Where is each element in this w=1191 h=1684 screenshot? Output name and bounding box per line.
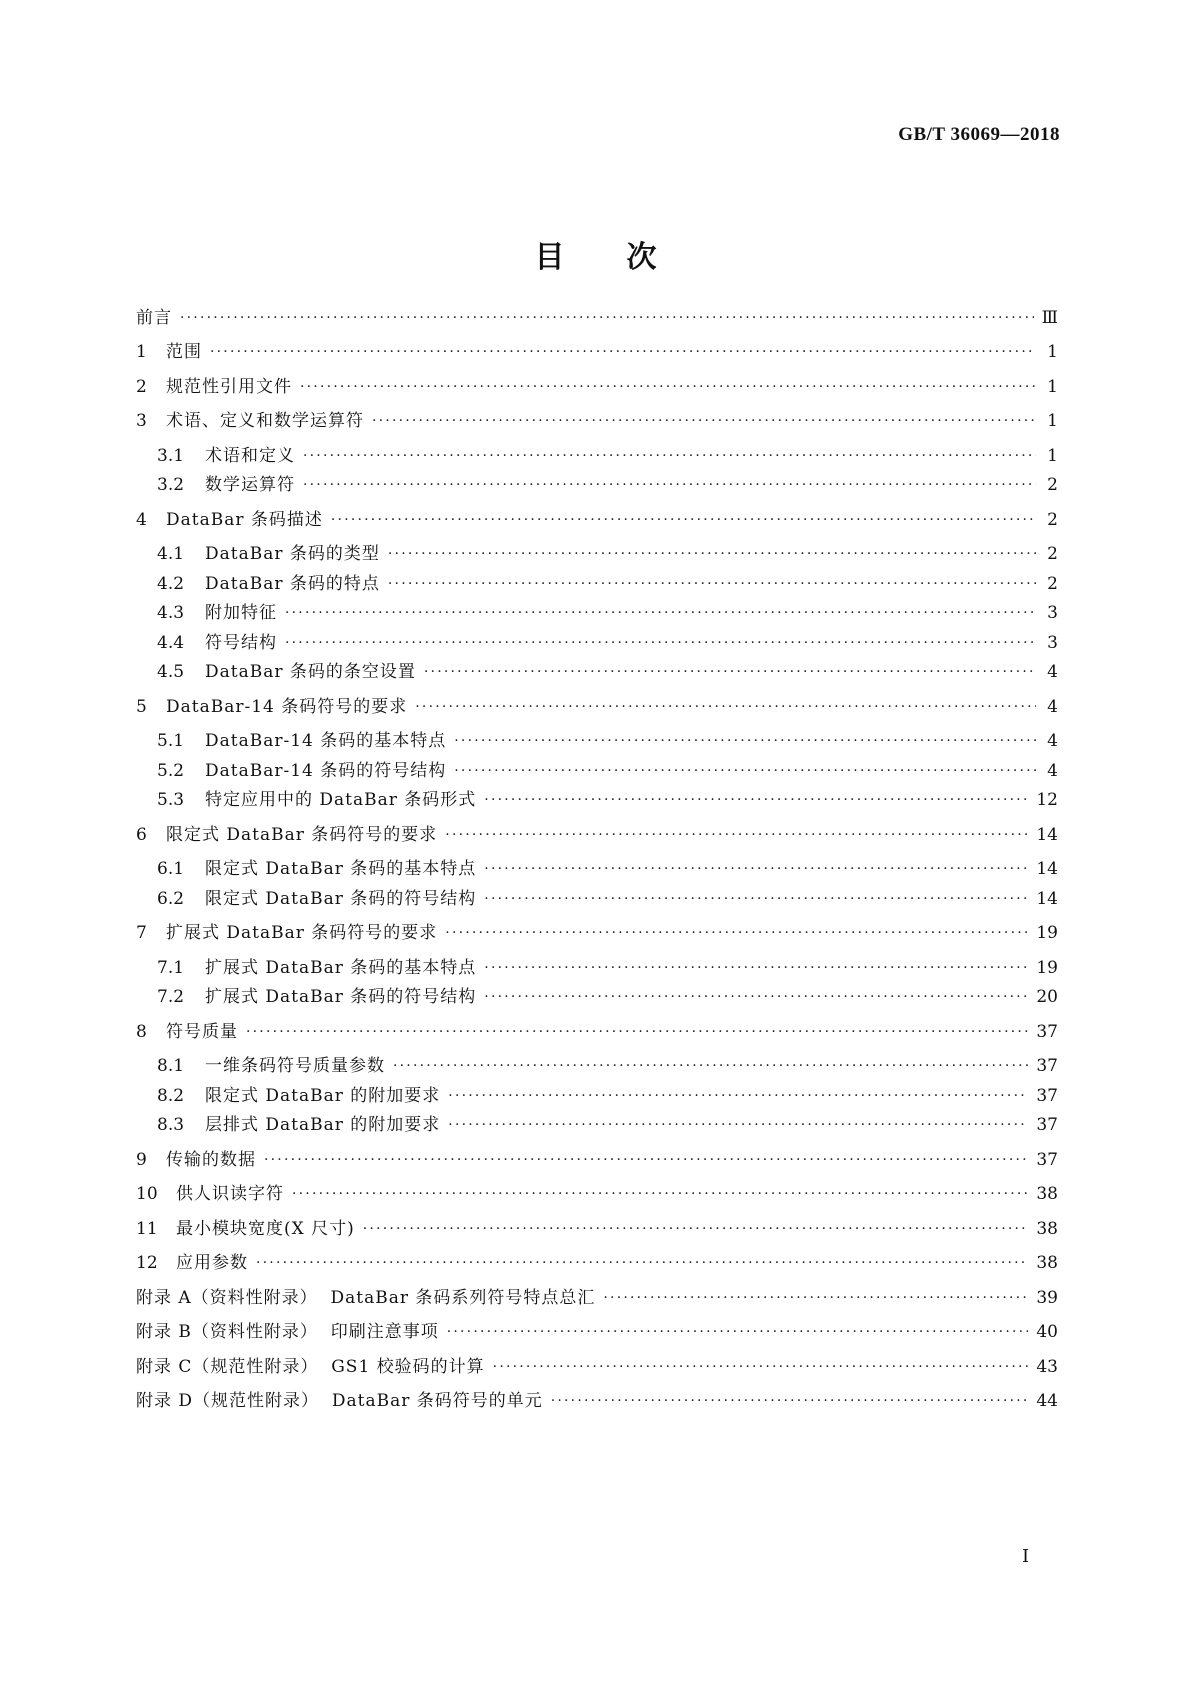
toc-entry-number: 4.2 — [157, 574, 185, 594]
toc-entry[interactable] — [136, 1246, 1058, 1274]
toc-entry-number: 4.4 — [157, 633, 185, 653]
toc-entry-page: 12 — [1036, 790, 1058, 810]
toc-entry-label: 扩展式 DataBar 条码的符号结构 — [205, 987, 477, 1007]
toc-entry-page: 4 — [1047, 662, 1058, 682]
toc-entry[interactable] — [136, 1384, 1058, 1412]
toc-entry-page: 37 — [1036, 1150, 1058, 1170]
page-title: 目次 — [534, 240, 719, 275]
dot-leader — [447, 1321, 1029, 1343]
toc-entry[interactable] — [157, 468, 1058, 496]
toc-entry[interactable] — [157, 567, 1058, 595]
toc-entry[interactable] — [136, 1281, 1058, 1309]
toc-entry-page: 19 — [1036, 958, 1058, 978]
toc-entry-label: DataBar-14 条码符号的要求 — [166, 697, 408, 717]
toc-entry-number: 5.3 — [157, 790, 185, 810]
toc-entry[interactable] — [157, 655, 1058, 683]
dot-leader — [603, 1287, 1028, 1309]
toc-entry-label: DataBar-14 条码的基本特点 — [205, 731, 447, 751]
dot-leader — [445, 824, 1028, 846]
dot-leader — [445, 922, 1028, 944]
toc-entry-number: 4.1 — [157, 544, 185, 564]
toc-entry-number: 6 — [136, 825, 147, 845]
toc-entry[interactable] — [157, 1108, 1058, 1136]
toc-entry-label: 附录 A（资料性附录） DataBar 条码系列符号特点总汇 — [136, 1288, 596, 1308]
toc-entry-page: 3 — [1047, 633, 1058, 653]
toc-entry[interactable] — [157, 724, 1058, 752]
toc-entry[interactable] — [157, 1079, 1058, 1107]
toc-entry-page: 20 — [1036, 987, 1058, 1007]
toc-entry-label: 层排式 DataBar 的附加要求 — [205, 1115, 441, 1135]
toc-entry-label: 范围 — [166, 342, 202, 362]
toc-entry-label: DataBar-14 条码的符号结构 — [205, 761, 447, 781]
toc-entry[interactable] — [157, 783, 1058, 811]
dot-leader — [246, 1021, 1028, 1043]
toc-entry-page: 43 — [1036, 1357, 1058, 1377]
dot-leader — [448, 1085, 1028, 1107]
toc-entry-label: 附录 C（规范性附录） GS1 校验码的计算 — [136, 1357, 485, 1377]
toc-entry-label: 扩展式 DataBar 条码符号的要求 — [166, 923, 438, 943]
dot-leader — [454, 760, 1036, 782]
toc-entry[interactable] — [136, 916, 1058, 944]
toc-entry[interactable] — [136, 503, 1058, 531]
toc-entry-number: 12 — [136, 1253, 158, 1273]
toc-entry[interactable] — [157, 626, 1058, 654]
toc-entry-page: 37 — [1036, 1056, 1058, 1076]
toc-entry-label: DataBar 条码的条空设置 — [205, 662, 416, 682]
toc-entry-number: 4.3 — [157, 603, 185, 623]
toc-entry-number: 3 — [136, 411, 147, 431]
dot-leader — [292, 1183, 1028, 1205]
toc-entry-number: 1 — [136, 342, 147, 362]
toc-entry-number: 2 — [136, 377, 147, 397]
toc-entry-page: 4 — [1047, 761, 1058, 781]
toc-entry[interactable] — [136, 1350, 1058, 1378]
toc-entry-page: 14 — [1036, 889, 1058, 909]
toc-entry[interactable] — [136, 335, 1058, 363]
toc-entry-number: 7.1 — [157, 958, 185, 978]
toc-entry-number: 9 — [136, 1150, 147, 1170]
dot-leader — [493, 1356, 1029, 1378]
toc-entry[interactable] — [136, 1212, 1058, 1240]
dot-leader — [484, 858, 1028, 880]
dot-leader — [484, 888, 1028, 910]
toc-entry-number: 6.2 — [157, 889, 185, 909]
toc-entry-page: 1 — [1047, 342, 1058, 362]
toc-entry-number: 8.1 — [157, 1056, 185, 1076]
toc-entry-number: 8.2 — [157, 1086, 185, 1106]
dot-leader — [484, 986, 1028, 1008]
toc-entry[interactable] — [157, 1049, 1058, 1077]
toc-entry-page: 1 — [1047, 377, 1058, 397]
dot-leader — [393, 1055, 1028, 1077]
toc-entry-label: 限定式 DataBar 的附加要求 — [205, 1086, 441, 1106]
toc-entry-label: 一维条码符号质量参数 — [205, 1056, 385, 1076]
toc-entry-label: 附录 D（规范性附录） DataBar 条码符号的单元 — [136, 1391, 543, 1411]
toc-entry-number: 6.1 — [157, 859, 185, 879]
toc-entry-page: 38 — [1036, 1253, 1058, 1273]
dot-leader — [454, 730, 1036, 752]
dot-leader — [388, 543, 1036, 565]
toc-entry-label: 规范性引用文件 — [166, 377, 292, 397]
toc-entry-label: 附加特征 — [205, 603, 277, 623]
toc-entry-label: 扩展式 DataBar 条码的基本特点 — [205, 958, 477, 978]
toc-entry-label: 数学运算符 — [205, 475, 295, 495]
toc-entry-page: 38 — [1036, 1219, 1058, 1239]
dot-leader — [484, 789, 1028, 811]
toc-entry-number: 4 — [136, 510, 147, 530]
dot-leader — [285, 632, 1036, 654]
toc-entry[interactable] — [136, 301, 1058, 329]
dot-leader — [372, 410, 1036, 432]
toc-entry-number: 7 — [136, 923, 147, 943]
toc-entry-label: DataBar 条码的特点 — [205, 574, 380, 594]
toc-entry-page: 4 — [1047, 697, 1058, 717]
toc-entry-page: 19 — [1036, 923, 1058, 943]
toc-entry-page: 39 — [1036, 1288, 1058, 1308]
toc-entry-number: 8.3 — [157, 1115, 185, 1135]
toc-entry[interactable] — [157, 537, 1058, 565]
toc-entry-page: 40 — [1036, 1322, 1058, 1342]
toc-entry-page: 37 — [1036, 1086, 1058, 1106]
dot-leader — [210, 341, 1036, 363]
toc-entry-label: DataBar 条码描述 — [166, 510, 323, 530]
toc-entry[interactable] — [136, 1315, 1058, 1343]
standard-number: GB/T 36069—2018 — [898, 124, 1060, 145]
toc-entry-page: 37 — [1036, 1115, 1058, 1135]
toc-entry-page: 44 — [1036, 1391, 1058, 1411]
toc-entry-page: 14 — [1036, 825, 1058, 845]
toc-entry-number: 8 — [136, 1022, 147, 1042]
toc-entry-label: 供人识读字符 — [176, 1184, 284, 1204]
toc-entry-label: 限定式 DataBar 条码符号的要求 — [166, 825, 438, 845]
toc-entry-page: 1 — [1047, 411, 1058, 431]
toc-entry-number: 11 — [136, 1219, 158, 1239]
toc-entry-page: 38 — [1036, 1184, 1058, 1204]
toc-entry-label: 附录 B（资料性附录） 印刷注意事项 — [136, 1322, 439, 1342]
toc-entry-page: 4 — [1047, 731, 1058, 751]
toc-entry[interactable] — [136, 404, 1058, 432]
toc-entry-label: 传输的数据 — [166, 1150, 256, 1170]
dot-leader — [285, 602, 1036, 624]
toc-entry-number: 4.5 — [157, 662, 185, 682]
toc-entry-number: 10 — [136, 1184, 158, 1204]
toc-entry-page: 2 — [1047, 475, 1058, 495]
toc-entry-number: 3.2 — [157, 475, 185, 495]
toc-entry-label: DataBar 条码的类型 — [205, 544, 380, 564]
dot-leader — [300, 376, 1036, 398]
toc-entry[interactable] — [157, 980, 1058, 1008]
toc-entry-number: 5.1 — [157, 731, 185, 751]
dot-leader — [551, 1390, 1029, 1412]
toc-entry-number: 7.2 — [157, 987, 185, 1007]
dot-leader — [331, 509, 1036, 531]
toc-entry-label: 应用参数 — [176, 1253, 248, 1273]
toc-entry-label: 符号质量 — [166, 1022, 238, 1042]
toc-entry-page: 1 — [1047, 446, 1058, 466]
toc-entry-label: 限定式 DataBar 条码的基本特点 — [205, 859, 477, 879]
dot-leader — [448, 1114, 1028, 1136]
toc-entry-page: Ⅲ — [1041, 308, 1058, 328]
dot-leader — [424, 661, 1036, 683]
toc-entry[interactable] — [136, 1143, 1058, 1171]
toc-entry[interactable] — [136, 818, 1058, 846]
toc-entry-page: 2 — [1047, 510, 1058, 530]
toc-entry-label: 特定应用中的 DataBar 条码形式 — [205, 790, 477, 810]
dot-leader — [264, 1149, 1028, 1171]
dot-leader — [388, 573, 1036, 595]
dot-leader — [303, 474, 1036, 496]
toc-entry[interactable] — [157, 439, 1058, 467]
toc-entry-label: 前言 — [136, 308, 172, 328]
toc-entry-label: 术语、定义和数学运算符 — [166, 411, 364, 431]
toc-entry[interactable] — [136, 690, 1058, 718]
toc-entry-number: 3.1 — [157, 446, 185, 466]
toc-entry-label: 限定式 DataBar 条码的符号结构 — [205, 889, 477, 909]
toc-entry[interactable] — [136, 1015, 1058, 1043]
toc-entry-page: 2 — [1047, 574, 1058, 594]
toc-entry-page: 14 — [1036, 859, 1058, 879]
dot-leader — [363, 1218, 1029, 1240]
toc-entry[interactable] — [157, 882, 1058, 910]
toc-entry[interactable] — [157, 754, 1058, 782]
toc-entry-number: 5 — [136, 697, 147, 717]
dot-leader — [303, 445, 1036, 467]
toc-entry-label: 符号结构 — [205, 633, 277, 653]
dot-leader — [180, 307, 1034, 329]
toc-entry[interactable] — [157, 852, 1058, 880]
toc-entry-page: 2 — [1047, 544, 1058, 564]
page-number: I — [1022, 1546, 1030, 1567]
toc-entry[interactable] — [136, 370, 1058, 398]
toc-entry-label: 最小模块宽度(X 尺寸) — [176, 1219, 355, 1239]
toc-entry[interactable] — [157, 951, 1058, 979]
dot-leader — [415, 696, 1036, 718]
toc-entry[interactable] — [157, 596, 1058, 624]
toc-entry-page: 37 — [1036, 1022, 1058, 1042]
toc-entry[interactable] — [136, 1177, 1058, 1205]
toc-entry-page: 3 — [1047, 603, 1058, 623]
dot-leader — [256, 1252, 1028, 1274]
dot-leader — [484, 957, 1028, 979]
toc-entry-label: 术语和定义 — [205, 446, 295, 466]
toc-entry-number: 5.2 — [157, 761, 185, 781]
